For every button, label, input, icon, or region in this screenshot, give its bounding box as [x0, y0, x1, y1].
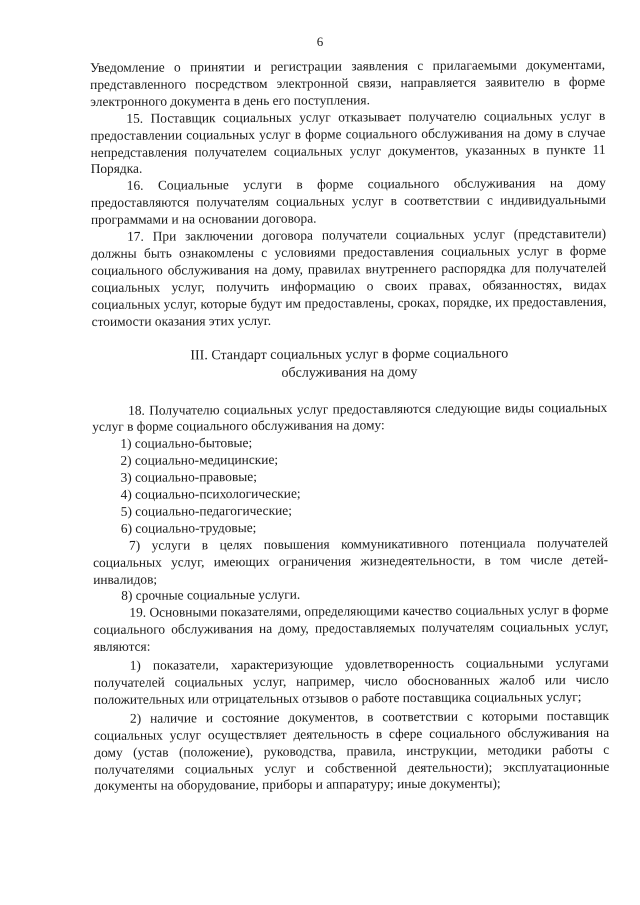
paragraph-18: 18. Получателю социальных услуг предоставляются следующие виды социальных услуг в форме социального обслуживания на дому:: [92, 399, 608, 435]
list-item-18-7: 7) услуги в целях повышения коммуникативного потенциала получателей социальных услуг, имеющих ограничения жизнедеятельности, в том числе детей-инвалидов;: [93, 534, 609, 587]
page-number: 6: [316, 34, 324, 49]
list-item-19-2: 2) наличие и состояние документов, в соответствии с которыми поставщик социальных услуг осуществляет деятельность в сфере социального обслуживания на дому (устав (положение), руководства, правила, инструкции, методики работы с получателями социальных услуг и собственной деятельности); эксплуатационные документы на оборудование, приборы и аппаратуру; иные документы);: [94, 707, 610, 794]
paragraph-notification: Уведомление о принятии и регистрации заявления с прилагаемыми документами, представленного посредством электронной связи, направляется заявителю в форме электронного документа в день его поступления.: [90, 56, 606, 109]
paragraph-16: 16. Социальные услуги в форме социального обслуживания на дому предоставляются получателям социальных услуг в соответствии с индивидуальными программами и на основании договора.: [90, 175, 606, 228]
list-item-18-5: 5) социально-педагогические;: [120, 502, 292, 519]
paragraph-19: 19. Основными показателями, определяющими качество социальных услуг в форме социального обслуживания на дому, предоставляемых получателям социальных услуг, являются:: [93, 602, 609, 655]
list-item-18-1: 1) социально-бытовые;: [120, 435, 253, 452]
section-heading-line-1: III. Стандарт социальных услуг в форме социального: [190, 345, 509, 363]
document-body: [90, 57, 609, 795]
section-heading: [92, 344, 607, 383]
paragraph-15: 15. Поставщик социальных услуг отказывает получателю социальных услуг в предоставлении социальных услуг в форме социального обслуживания на дому в случае непредставления получателем социальных услуг документов, указанных в пункте 11 Порядка.: [90, 107, 606, 177]
list-item-19-1: 1) показатели, характеризующие удовлетворенность социальными услугами получателей социальных услуг, например, число обоснованных жалоб или число положительных или отрицательных отзывов о работе поставщика социальных услуг;: [93, 654, 609, 707]
list-item-18-4: 4) социально-психологические;: [120, 485, 301, 502]
list-item-18-6: 6) социально-трудовые;: [120, 519, 257, 536]
list-item-18-3: 3) социально-правовые;: [120, 469, 257, 485]
section-heading-line-2: обслуживания на дому: [281, 364, 418, 381]
list-item-18-8: 8) срочные социальные услуги.: [121, 587, 301, 604]
paragraph-17: 17. При заключении договора получатели социальных услуг (представители) должны быть ознакомлены с условиями предоставления социальных услуг в форме социального обслуживания на дому, правилах внутреннего распорядка для получателей социальных услуг, получить информацию о своих правах, обязанностях, видах социальных услуг, которые будут им предоставлены, сроках, порядке, их предоставления, стоимости оказания этих услуг.: [91, 225, 607, 329]
list-item-18-2: 2) социально-медицинские;: [120, 452, 279, 469]
